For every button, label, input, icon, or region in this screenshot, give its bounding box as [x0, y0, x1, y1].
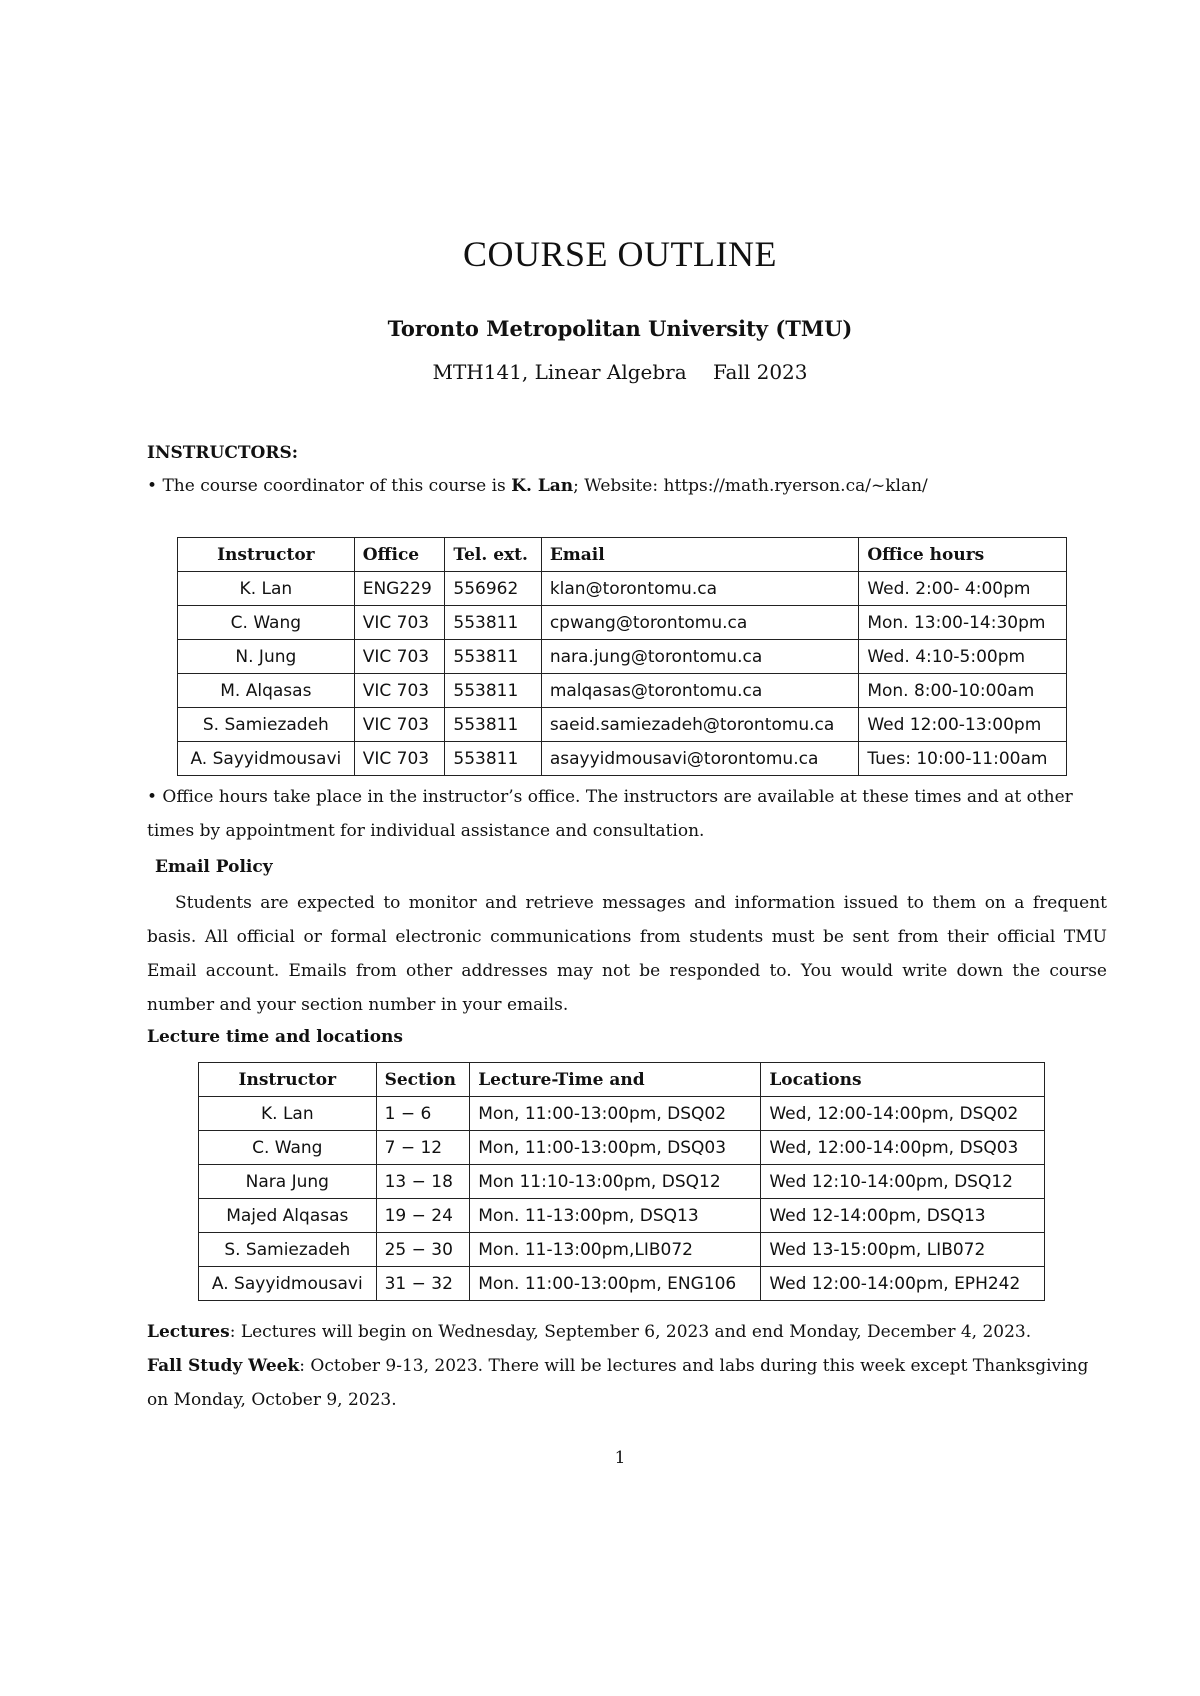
instructor-table-cell: Wed. 4:10-5:00pm [859, 640, 1067, 674]
fall-study-text: : October 9-13, 2023. There will be lectures and labs during this week except Thanksgiving on Monday, October 9, 2023. [147, 1356, 1089, 1410]
course-line [0, 360, 1200, 384]
header-locations: Locations [761, 1063, 1045, 1097]
table-row [199, 1267, 1045, 1301]
lecture-table-cell: Mon. 11-13:00pm, DSQ13 [470, 1199, 761, 1233]
header-section: Section [376, 1063, 470, 1097]
course-name: MTH141, Linear Algebra [432, 360, 687, 384]
table-row [178, 708, 1067, 742]
instructor-table-cell: Mon. 13:00-14:30pm [859, 606, 1067, 640]
table-row [178, 674, 1067, 708]
lecture-table-cell: Wed, 12:00-14:00pm, DSQ03 [761, 1131, 1045, 1165]
instructor-table-cell: VIC 703 [354, 742, 445, 776]
header-instructor: Instructor [178, 538, 355, 572]
table-row [178, 572, 1067, 606]
header-tel: Tel. ext. [445, 538, 541, 572]
email-policy-heading: Email Policy [155, 857, 273, 877]
instructor-table-cell: VIC 703 [354, 606, 445, 640]
instructor-table-cell: 553811 [445, 742, 541, 776]
lecture-table-cell: Wed 12:00-14:00pm, EPH242 [761, 1267, 1045, 1301]
instructor-table-cell: A. Sayyidmousavi [178, 742, 355, 776]
lecture-table-cell: S. Samiezadeh [199, 1233, 377, 1267]
instructor-table-cell: 553811 [445, 606, 541, 640]
table-row [178, 742, 1067, 776]
table-row [178, 640, 1067, 674]
lecture-table-cell: 1 − 6 [376, 1097, 470, 1131]
instructor-table-cell: VIC 703 [354, 674, 445, 708]
instructors-heading: INSTRUCTORS: [147, 443, 299, 463]
lecture-table-cell: 13 − 18 [376, 1165, 470, 1199]
lecture-table-cell: K. Lan [199, 1097, 377, 1131]
lecture-table-cell: Mon, 11:00-13:00pm, DSQ02 [470, 1097, 761, 1131]
instructor-table-cell: Wed. 2:00- 4:00pm [859, 572, 1067, 606]
table-header-row [199, 1063, 1045, 1097]
table-header-row [178, 538, 1067, 572]
office-hours-note: • Office hours take place in the instructor’s office. The instructors are available at these times and at other times by appointment for individual assistance and consultation. [147, 787, 1073, 841]
fall-study-line [147, 1349, 1107, 1417]
instructor-table-cell: 553811 [445, 640, 541, 674]
lecture-table-cell: Nara Jung [199, 1165, 377, 1199]
coordinator-line [147, 469, 1107, 503]
header-office-hours: Office hours [859, 538, 1067, 572]
coordinator-name: K. Lan [511, 476, 574, 496]
table-row [199, 1131, 1045, 1165]
instructor-table-cell: Mon. 8:00-10:00am [859, 674, 1067, 708]
header-email: Email [541, 538, 859, 572]
header-lecture-time: Lecture-Time and [470, 1063, 761, 1097]
lectures-label: Lectures [147, 1322, 230, 1342]
instructor-table-cell: K. Lan [178, 572, 355, 606]
instructor-table-cell: Wed 12:00-13:00pm [859, 708, 1067, 742]
instructor-table-cell: nara.jung@torontomu.ca [541, 640, 859, 674]
lecture-table-cell: Wed 12-14:00pm, DSQ13 [761, 1199, 1045, 1233]
instructor-table-cell: S. Samiezadeh [178, 708, 355, 742]
coordinator-prefix: The course coordinator of this course is [162, 476, 506, 496]
instructor-table-cell: N. Jung [178, 640, 355, 674]
table-row [199, 1165, 1045, 1199]
instructor-table-cell: VIC 703 [354, 708, 445, 742]
bullet: • [147, 476, 158, 496]
lecture-table-cell: Mon, 11:00-13:00pm, DSQ03 [470, 1131, 761, 1165]
university-name: Toronto Metropolitan University (TMU) [387, 316, 853, 341]
table-row [178, 606, 1067, 640]
lecture-table [198, 1062, 1045, 1301]
instructor-table-cell: M. Alqasas [178, 674, 355, 708]
lectures-text: : Lectures will begin on Wednesday, September 6, 2023 and end Monday, December 4, 2023. [229, 1322, 1032, 1342]
lecture-table-cell: 19 − 24 [376, 1199, 470, 1233]
lecture-heading: Lecture time and locations [147, 1027, 403, 1047]
lectures-line [147, 1315, 1107, 1349]
lecture-table-cell: Mon. 11:00-13:00pm, ENG106 [470, 1267, 761, 1301]
instructor-table-cell: ENG229 [354, 572, 445, 606]
instructor-table-cell: VIC 703 [354, 640, 445, 674]
lecture-table-cell: Majed Alqasas [199, 1199, 377, 1233]
instructor-table-cell: 553811 [445, 708, 541, 742]
instructor-table-cell: saeid.samiezadeh@torontomu.ca [541, 708, 859, 742]
lecture-table-cell: Wed, 12:00-14:00pm, DSQ02 [761, 1097, 1045, 1131]
instructor-table-cell: C. Wang [178, 606, 355, 640]
lecture-table-cell: Mon 11:10-13:00pm, DSQ12 [470, 1165, 761, 1199]
instructor-table-cell: 556962 [445, 572, 541, 606]
instructor-table-cell: malqasas@torontomu.ca [541, 674, 859, 708]
page-number: 1 [614, 1448, 626, 1468]
email-policy-text: Students are expected to monitor and retrieve messages and information issued to them on a frequent basis. All official or formal electronic communications from students must be sent from their official TMU Email account. Emails from other addresses may not be responded to. You would write down the course number and your section number in your emails. [147, 893, 1107, 1015]
lecture-table-cell: C. Wang [199, 1131, 377, 1165]
instructor-table-cell: 553811 [445, 674, 541, 708]
lecture-table-cell: Wed 12:10-14:00pm, DSQ12 [761, 1165, 1045, 1199]
instructor-table [177, 537, 1067, 776]
table-row [199, 1097, 1045, 1131]
lecture-table-cell: Wed 13-15:00pm, LIB072 [761, 1233, 1045, 1267]
lecture-table-cell: 25 − 30 [376, 1233, 470, 1267]
table-row [199, 1233, 1045, 1267]
course-term: Fall 2023 [713, 360, 808, 384]
fall-study-label: Fall Study Week [147, 1356, 300, 1376]
lecture-table-cell: A. Sayyidmousavi [199, 1267, 377, 1301]
coordinator-website[interactable]: ; Website: https://math.ryerson.ca/~klan/ [573, 476, 928, 496]
instructor-table-cell: cpwang@torontomu.ca [541, 606, 859, 640]
lecture-table-cell: 7 − 12 [376, 1131, 470, 1165]
instructor-table-cell: asayyidmousavi@torontomu.ca [541, 742, 859, 776]
lecture-table-cell: 31 − 32 [376, 1267, 470, 1301]
page-title: COURSE OUTLINE [463, 234, 777, 274]
instructor-table-cell: klan@torontomu.ca [541, 572, 859, 606]
table-row [199, 1199, 1045, 1233]
header-office: Office [354, 538, 445, 572]
lecture-table-cell: Mon. 11-13:00pm,LIB072 [470, 1233, 761, 1267]
instructor-table-cell: Tues: 10:00-11:00am [859, 742, 1067, 776]
header-instructor: Instructor [199, 1063, 377, 1097]
